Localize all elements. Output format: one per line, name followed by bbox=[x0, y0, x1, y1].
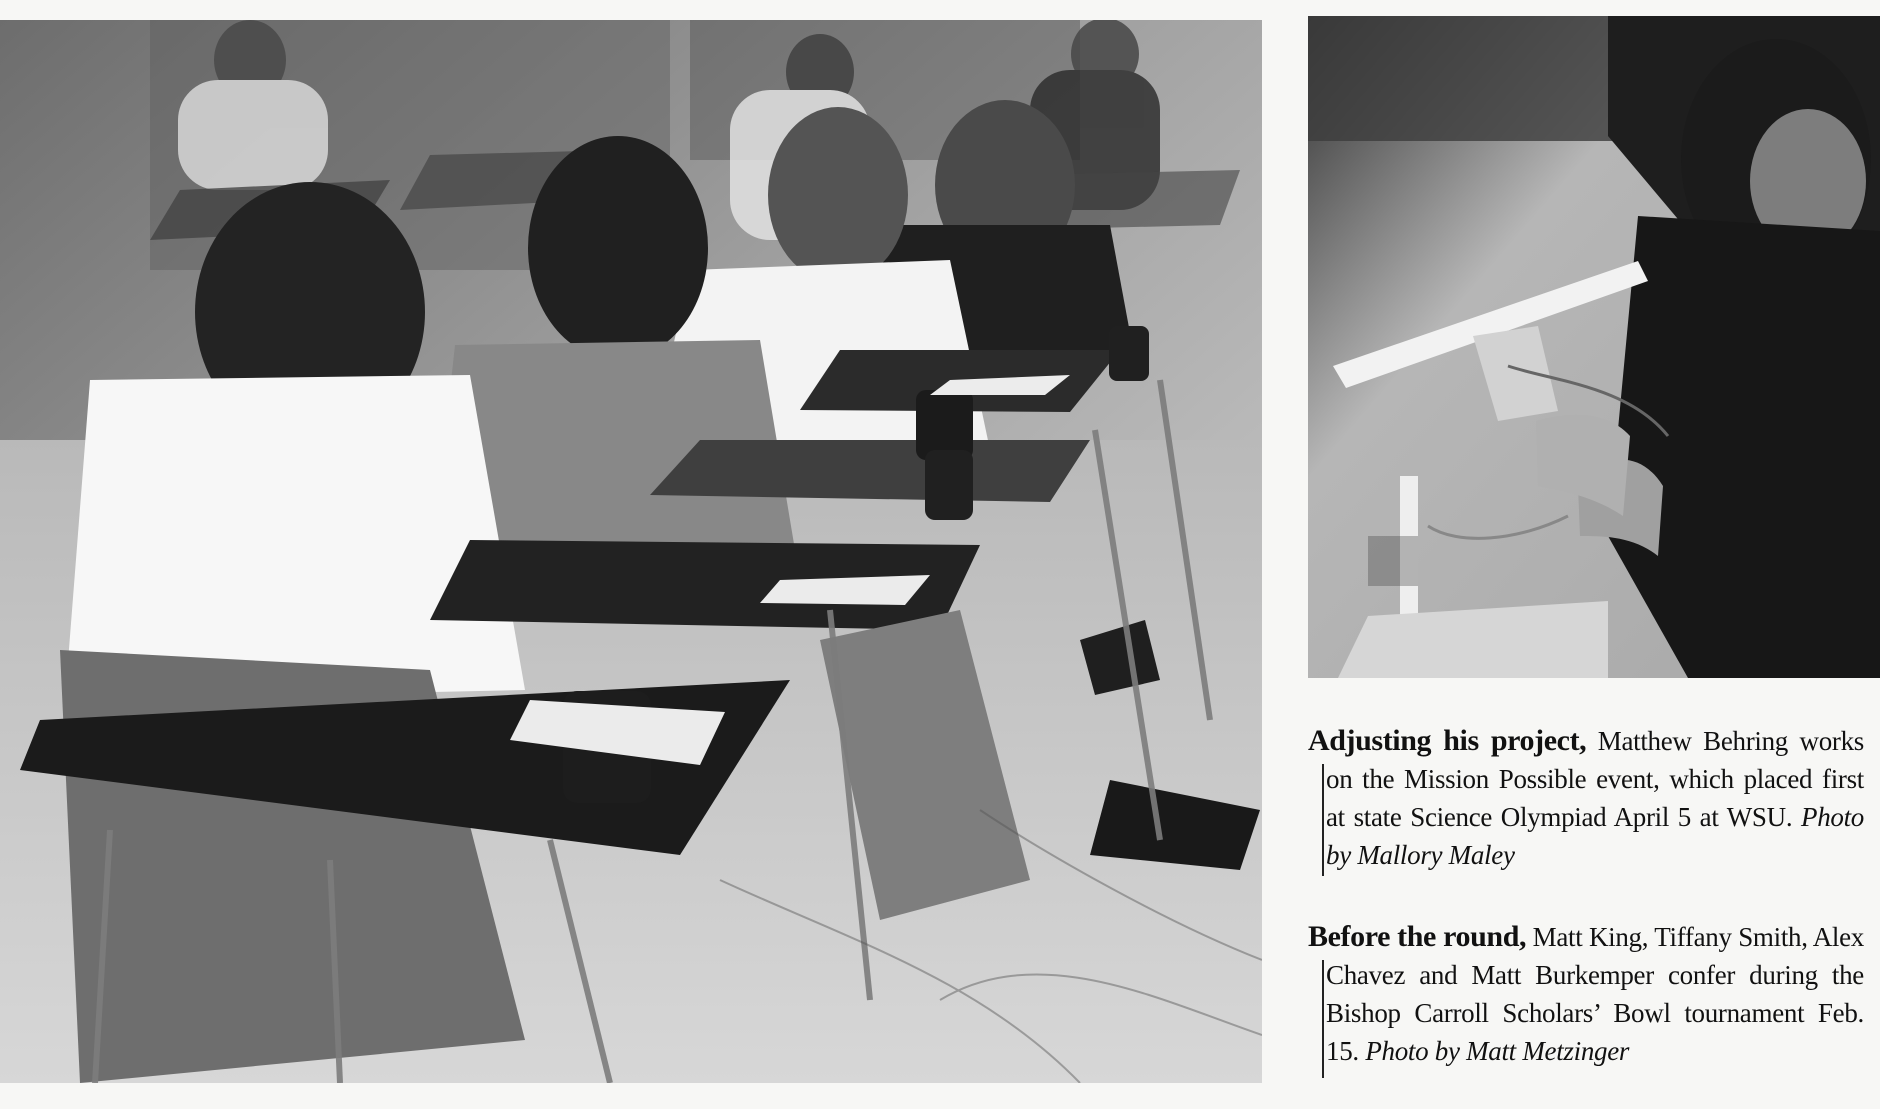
caption-scholars-bowl-text bbox=[1308, 918, 1864, 1070]
scholars-bowl-photo bbox=[0, 20, 1262, 1083]
caption-mission-possible-body: Matthew Behring works on the Mission Possible event, which placed first at state Science Olympiad April 5 at WSU. bbox=[1326, 726, 1864, 832]
caption-mission-possible-credit: Photo by Mallory Maley bbox=[1326, 802, 1864, 870]
caption-mission-possible-lead: Adjusting his project, bbox=[1308, 724, 1587, 757]
caption-scholars-bowl bbox=[1308, 918, 1864, 1070]
caption-mission-possible-text bbox=[1308, 722, 1864, 874]
caption-scholars-bowl-credit: Photo by Matt Metzinger bbox=[1365, 1036, 1630, 1066]
scholars-bowl-photo-image bbox=[0, 20, 1262, 1083]
mission-possible-photo bbox=[1308, 16, 1880, 678]
caption-scholars-bowl-body: Matt King, Tiffany Smith, Alex Chavez and Matt Burkemper confer during the Bishop Carroll Scholars’ Bowl tournament Feb. 15. bbox=[1326, 922, 1865, 1066]
mission-possible-photo-image bbox=[1308, 16, 1880, 678]
caption-scholars-bowl-lead: Before the round, bbox=[1308, 920, 1527, 953]
caption-mission-possible bbox=[1308, 722, 1864, 874]
